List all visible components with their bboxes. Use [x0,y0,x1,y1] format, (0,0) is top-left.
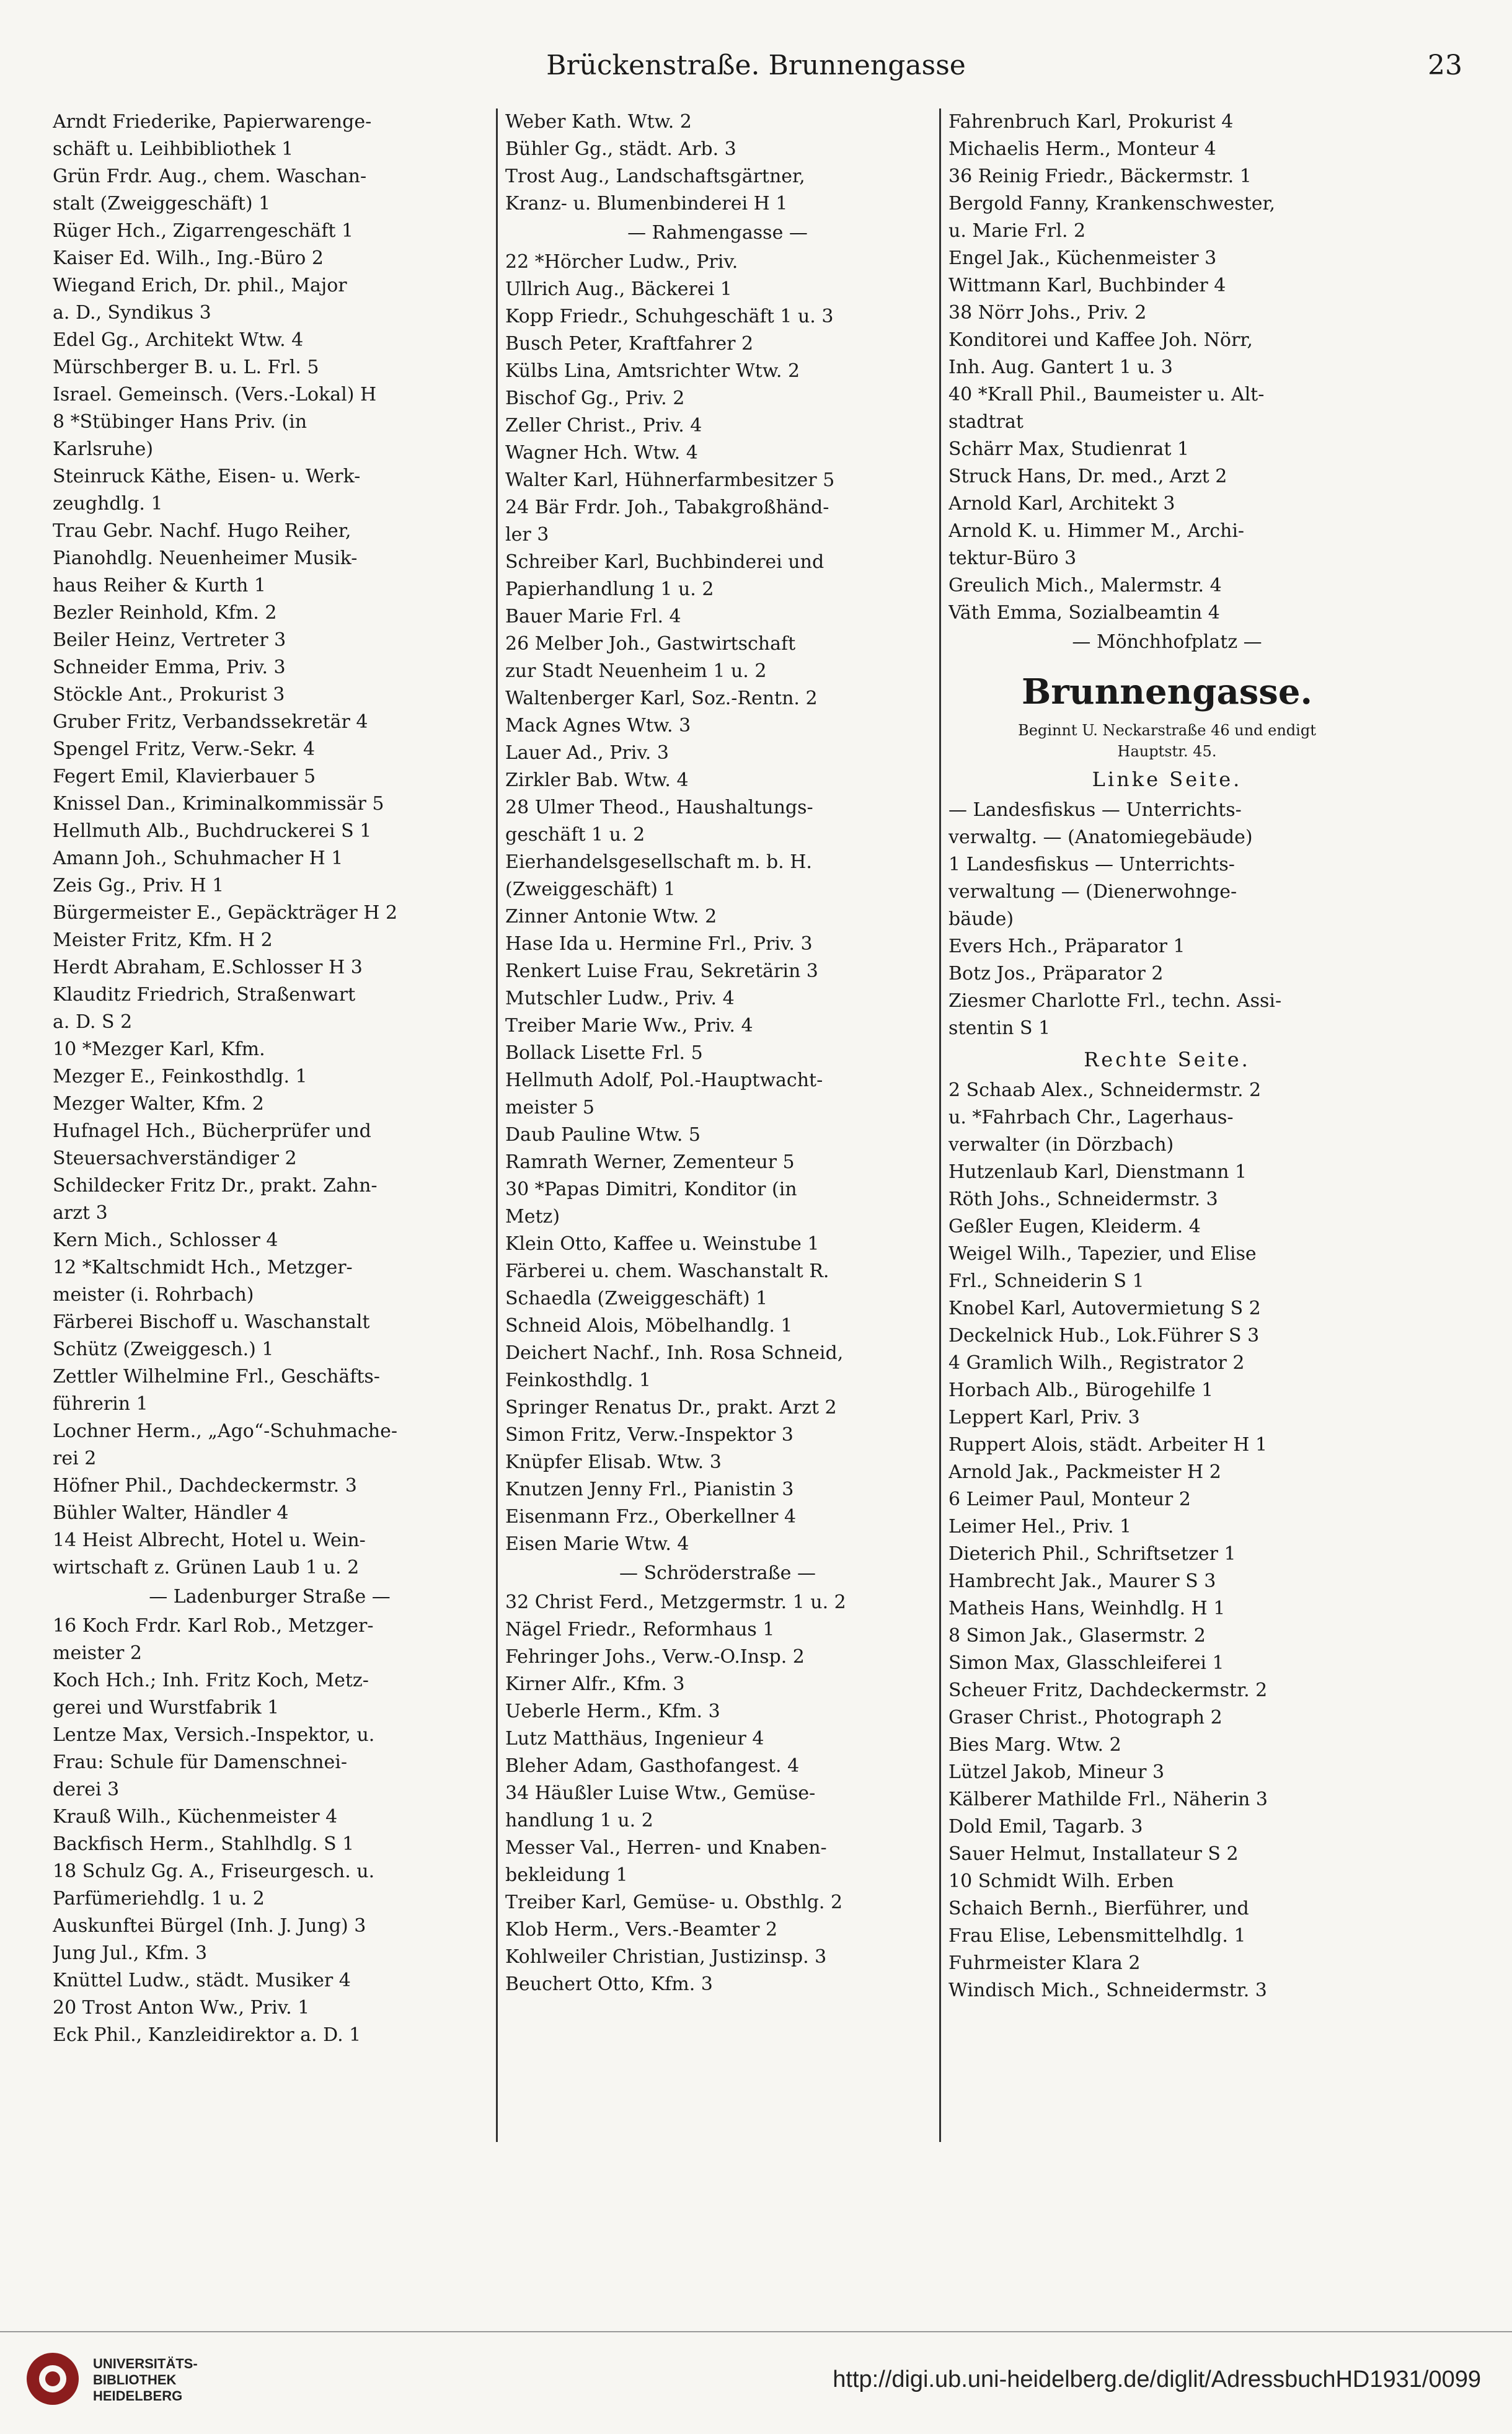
directory-entry: Kirner Alfr., Kfm. 3 [505,1673,685,1695]
directory-entry: 38 Nörr Johs., Priv. 2 [948,302,1147,324]
directory-entry: 8 *Stübinger Hans Priv. (in [53,411,307,433]
directory-entry: Klein Otto, Kaffee u. Weinstube 1 [505,1233,820,1255]
directory-entry: 36 Reinig Friedr., Bäckermstr. 1 [948,166,1252,187]
directory-entry: Külbs Lina, Amtsrichter Wtw. 2 [505,360,800,382]
directory-entry: rei 2 [53,1448,97,1469]
directory-entry: Waltenberger Karl, Soz.-Rentn. 2 [505,688,818,709]
directory-entry: Evers Hch., Präparator 1 [948,936,1185,957]
directory-entry: Botz Jos., Präparator 2 [948,963,1164,985]
directory-entry: Schildecker Fritz Dr., prakt. Zahn- [53,1175,378,1197]
directory-entry: Renkert Luise Frau, Sekretärin 3 [505,960,818,982]
directory-entry: derei 3 [53,1779,120,1800]
directory-entry: Schneid Alois, Möbelhandlg. 1 [505,1315,793,1337]
directory-entry: Wagner Hch. Wtw. 4 [505,442,698,464]
directory-entry: 6 Leimer Paul, Monteur 2 [948,1489,1191,1510]
directory-entry: Mack Agnes Wtw. 3 [505,715,691,737]
directory-entry: 18 Schulz Gg. A., Friseurgesch. u. [53,1861,375,1882]
directory-entry: arzt 3 [53,1202,108,1224]
directory-entry: Beuchert Otto, Kfm. 3 [505,1973,713,1995]
right-side-heading: Rechte Seite. [1084,1048,1250,1071]
directory-entry: Geßler Eugen, Kleiderm. 4 [948,1216,1201,1237]
directory-entry: Kälberer Mathilde Frl., Näherin 3 [948,1789,1268,1810]
directory-entry: Hellmuth Alb., Buchdruckerei S 1 [53,820,372,842]
directory-entry: Hufnagel Hch., Bücherprüfer und [53,1120,371,1142]
left-side-heading: Linke Seite. [1092,768,1242,791]
directory-entry: Ziesmer Charlotte Frl., techn. Assi- [948,990,1282,1012]
column-3 [939,108,1386,2142]
directory-entry: Klauditz Friedrich, Straßenwart [53,984,356,1006]
directory-entry: Edel Gg., Architekt Wtw. 4 [53,329,304,351]
directory-entry: Knobel Karl, Autovermietung S 2 [948,1298,1261,1319]
directory-entry: Mezger Walter, Kfm. 2 [53,1093,264,1115]
directory-entry: Hutzenlaub Karl, Dienstmann 1 [948,1161,1247,1183]
street-divider: — Schröderstraße — [619,1562,816,1584]
directory-entry: Arnold Jak., Packmeister H 2 [948,1461,1221,1483]
directory-entry: 24 Bär Frdr. Joh., Tabakgroßhänd- [505,497,829,518]
directory-entry: Kohlweiler Christian, Justizinsp. 3 [505,1946,827,1968]
directory-entry: Bleher Adam, Gasthofangest. 4 [505,1755,800,1777]
directory-entry: 4 Gramlich Wilh., Registrator 2 [948,1352,1245,1374]
street-divider: — Ladenburger Straße — [149,1586,391,1608]
library-name: UNIVERSITÄTS- BIBLIOTHEK HEIDELBERG [93,2356,198,2404]
directory-entry: Wittmann Karl, Buchbinder 4 [948,275,1226,296]
directory-entry: 26 Melber Joh., Gastwirtschaft [505,633,796,655]
directory-entry: Meister Fritz, Kfm. H 2 [53,929,273,951]
directory-entry: wirtschaft z. Grünen Laub 1 u. 2 [53,1557,360,1578]
directory-entry: 8 Simon Jak., Glasermstr. 2 [948,1625,1206,1647]
directory-entry: Höfner Phil., Dachdeckermstr. 3 [53,1475,357,1497]
directory-entry: Walter Karl, Hühnerfarmbesitzer 5 [505,469,835,491]
directory-entry: Fahrenbruch Karl, Prokurist 4 [948,111,1234,133]
page-number: 23 [1428,50,1462,81]
directory-entry: bekleidung 1 [505,1864,628,1886]
directory-entry: Konditorei und Kaffee Joh. Nörr, [948,329,1253,351]
directory-entry: stentin S 1 [948,1017,1051,1039]
directory-entry: stadtrat [948,411,1023,433]
directory-entry: Schreiber Karl, Buchbinderei und [505,551,825,573]
directory-entry: Treiber Karl, Gemüse- u. Obsthlg. 2 [505,1892,843,1913]
directory-entry: 10 *Mezger Karl, Kfm. [53,1038,265,1060]
directory-entry: 20 Trost Anton Ww., Priv. 1 [53,1997,310,2019]
directory-entry: Lauer Ad., Priv. 3 [505,742,669,764]
directory-entry: Karlsruhe) [53,438,154,460]
directory-entry: gerei und Wurstfabrik 1 [53,1697,280,1719]
directory-entry: Zettler Wilhelmine Frl., Geschäfts- [53,1366,380,1387]
directory-entry: Michaelis Herm., Monteur 4 [948,138,1216,160]
directory-entry: Bergold Fanny, Krankenschwester, [948,193,1276,215]
directory-entry: Pianohdlg. Neuenheimer Musik- [53,547,358,569]
directory-entry: Struck Hans, Dr. med., Arzt 2 [948,466,1227,487]
column-1 [53,108,487,2142]
directory-entry: Bühler Walter, Händler 4 [53,1502,289,1524]
directory-entry: Gruber Fritz, Verbandssekretär 4 [53,711,368,733]
directory-entry: Bühler Gg., städt. Arb. 3 [505,138,736,160]
directory-entry: Lutz Matthäus, Ingenieur 4 [505,1728,764,1750]
directory-entry: Koch Hch.; Inh. Fritz Koch, Metz- [53,1670,369,1691]
directory-entry: Weber Kath. Wtw. 2 [505,111,692,133]
directory-entry: Färberei Bischoff u. Waschanstalt [53,1311,370,1333]
directory-entry: verwaltung — (Dienerwohnge- [948,881,1237,903]
directory-entry: Knüpfer Elisab. Wtw. 3 [505,1451,722,1473]
directory-entry: Schaedla (Zweiggeschäft) 1 [505,1288,768,1309]
directory-entry: Inh. Aug. Gantert 1 u. 3 [948,356,1173,378]
directory-entry: Metz) [505,1206,560,1228]
directory-entry: (Zweiggeschäft) 1 [505,878,676,900]
directory-entry: Schneider Emma, Priv. 3 [53,657,286,678]
directory-entry: Eisen Marie Wtw. 4 [505,1533,689,1555]
directory-entry: ler 3 [505,524,549,546]
directory-entry: Ruppert Alois, städt. Arbeiter H 1 [948,1434,1268,1456]
directory-entry: Mezger E., Feinkosthdlg. 1 [53,1066,307,1087]
directory-entry: — Landesfiskus — Unterrichts- [948,799,1242,821]
directory-entry: a. D. S 2 [53,1011,133,1033]
directory-entry: Frau: Schule für Damenschnei- [53,1751,347,1773]
directory-entry: Busch Peter, Kraftfahrer 2 [505,333,754,355]
directory-entry: Kopp Friedr., Schuhgeschäft 1 u. 3 [505,306,834,327]
directory-entry: Zeis Gg., Priv. H 1 [53,875,224,896]
directory-entry: meister 5 [505,1097,595,1118]
directory-entry: 12 *Kaltschmidt Hch., Metzger- [53,1257,353,1278]
directory-entry: 22 *Hörcher Ludw., Priv. [505,251,738,273]
directory-entry: Daub Pauline Wtw. 5 [505,1124,701,1146]
directory-entry: Lochner Herm., „Ago“-Schuhmache- [53,1420,397,1442]
directory-entry: 34 Häußler Luise Wtw., Gemüse- [505,1782,816,1804]
directory-entry: Mürschberger B. u. L. Frl. 5 [53,356,319,378]
directory-entry: 32 Christ Ferd., Metzgermstr. 1 u. 2 [505,1591,846,1613]
directory-entry: Lentze Max, Versich.-Inspektor, u. [53,1724,375,1746]
section-note: Beginnt U. Neckarstraße 46 und endigt [1018,722,1316,739]
directory-entry: Schütz (Zweiggesch.) 1 [53,1339,274,1360]
directory-entry: stalt (Zweiggeschäft) 1 [53,193,271,215]
footer [0,2331,1512,2434]
directory-entry: Fehringer Johs., Verw.-O.Insp. 2 [505,1646,805,1668]
directory-entry: handlung 1 u. 2 [505,1810,653,1831]
directory-entry: Frl., Schneiderin S 1 [948,1270,1144,1292]
directory-entry: Steuersachverständiger 2 [53,1148,297,1169]
directory-entry: Frau Elise, Lebensmittelhdlg. 1 [948,1925,1246,1947]
directory-entry: 40 *Krall Phil., Baumeister u. Alt- [948,384,1265,405]
directory-entry: Deichert Nachf., Inh. Rosa Schneid, [505,1342,844,1364]
directory-entry: Krauß Wilh., Küchenmeister 4 [53,1806,338,1828]
directory-entry: Steinruck Käthe, Eisen- u. Werk- [53,466,361,487]
directory-entry: Weigel Wilh., Tapezier, und Elise [948,1243,1257,1265]
directory-entry: Kern Mich., Schlosser 4 [53,1229,278,1251]
directory-entry: Knutzen Jenny Frl., Pianistin 3 [505,1479,794,1500]
directory-entry: Kaiser Ed. Wilh., Ing.-Büro 2 [53,247,324,269]
directory-entry: Auskunftei Bürgel (Inh. J. Jung) 3 [53,1915,366,1937]
directory-entry: Dieterich Phil., Schriftsetzer 1 [948,1543,1236,1565]
directory-entry: Trost Aug., Landschaftsgärtner, [505,166,805,187]
directory-entry: Matheis Hans, Weinhdlg. H 1 [948,1598,1226,1619]
directory-entry: Zeller Christ., Priv. 4 [505,415,702,436]
directory-entry: Deckelnick Hub., Lok.Führer S 3 [948,1325,1260,1347]
street-divider: — Rahmengasse — [627,222,808,244]
directory-entry: meister (i. Rohrbach) [53,1284,254,1306]
directory-entry: Wiegand Erich, Dr. phil., Major [53,275,347,296]
directory-entry: 10 Schmidt Wilh. Erben [948,1870,1174,1892]
directory-entry: Eck Phil., Kanzleidirektor a. D. 1 [53,2024,361,2046]
section-note: Hauptstr. 45. [1117,743,1217,760]
directory-entry: Simon Max, Glasschleiferei 1 [948,1652,1224,1674]
directory-entry: Mutschler Ludw., Priv. 4 [505,988,735,1009]
directory-entry: Papierhandlung 1 u. 2 [505,578,714,600]
directory-entry: u. Marie Frl. 2 [948,220,1086,242]
directory-entry: Bezler Reinhold, Kfm. 2 [53,602,277,624]
directory-entry: Schaich Bernh., Bierführer, und [948,1898,1249,1919]
directory-entry: u. *Fahrbach Chr., Lagerhaus- [948,1107,1234,1128]
directory-entry: Arnold Karl, Architekt 3 [948,493,1175,515]
directory-entry: Trau Gebr. Nachf. Hugo Reiher, [53,520,351,542]
directory-entry: haus Reiher & Kurth 1 [53,575,267,596]
directory-entry: Knüttel Ludw., städt. Musiker 4 [53,1970,351,1991]
directory-entry: Treiber Marie Ww., Priv. 4 [505,1015,753,1037]
directory-columns [53,108,1386,2142]
directory-entry: Horbach Alb., Bürogehilfe 1 [948,1379,1214,1401]
directory-entry: Engel Jak., Küchenmeister 3 [948,247,1217,269]
directory-entry: Väth Emma, Sozialbeamtin 4 [948,602,1220,624]
directory-entry: 30 *Papas Dimitri, Konditor (in [505,1179,797,1200]
directory-entry: Hase Ida u. Hermine Frl., Priv. 3 [505,933,813,955]
directory-entry: a. D., Syndikus 3 [53,302,211,324]
directory-entry: Schärr Max, Studienrat 1 [948,438,1190,460]
directory-entry: Klob Herm., Vers.-Beamter 2 [505,1919,778,1941]
directory-entry: Ramrath Werner, Zementeur 5 [505,1151,795,1173]
directory-entry: tektur-Büro 3 [948,547,1077,569]
street-divider: — Mönchhofplatz — [1072,631,1262,653]
directory-entry: Zinner Antonie Wtw. 2 [505,906,717,927]
directory-entry: Zirkler Bab. Wtw. 4 [505,769,689,791]
directory-entry: Ullrich Aug., Bäckerei 1 [505,278,732,300]
page-title: Brückenstraße. Brunnengasse [546,50,966,81]
directory-entry: Grün Frdr. Aug., chem. Waschan- [53,166,367,187]
directory-entry: Simon Fritz, Verw.-Inspektor 3 [505,1424,794,1446]
directory-entry: 1 Landesfiskus — Unterrichts- [948,854,1235,875]
directory-entry: Feinkosthdlg. 1 [505,1370,652,1391]
directory-entry: Parfümeriehdlg. 1 u. 2 [53,1888,265,1910]
directory-entry: Kranz- u. Blumenbinderei H 1 [505,193,788,215]
directory-entry: meister 2 [53,1642,142,1664]
column-2 [496,108,930,2142]
directory-entry: Windisch Mich., Schneidermstr. 3 [948,1980,1267,2001]
directory-entry: Ueberle Herm., Kfm. 3 [505,1701,720,1722]
directory-entry: Lützel Jakob, Mineur 3 [948,1761,1165,1783]
directory-entry: Stöckle Ant., Prokurist 3 [53,684,285,706]
directory-entry: Eisenmann Frz., Oberkellner 4 [505,1506,797,1528]
directory-entry: Arndt Friederike, Papierwarenge- [53,111,372,133]
directory-entry: Hellmuth Adolf, Pol.-Hauptwacht- [505,1069,823,1091]
directory-entry: Beiler Heinz, Vertreter 3 [53,629,286,651]
directory-entry: Knissel Dan., Kriminalkommissär 5 [53,793,384,815]
directory-entry: Springer Renatus Dr., prakt. Arzt 2 [505,1397,837,1418]
source-url-link[interactable]: http://digi.ub.uni-heidelberg.de/diglit/AdressbuchHD1931/0099 [833,2366,1481,2392]
directory-entry: Amann Joh., Schuhmacher H 1 [53,847,343,869]
library-logo-icon [25,2351,81,2407]
directory-entry: Bischof Gg., Priv. 2 [505,387,685,409]
directory-entry: Eierhandelsgesellschaft m. b. H. [505,851,812,873]
directory-entry: Bürgermeister E., Gepäckträger H 2 [53,902,398,924]
directory-entry: Rüger Hch., Zigarrengeschäft 1 [53,220,354,242]
directory-entry: schäft u. Leihbibliothek 1 [53,138,294,160]
directory-entry: Leimer Hel., Priv. 1 [948,1516,1132,1538]
directory-entry: Färberei u. chem. Waschanstalt R. [505,1260,829,1282]
directory-entry: Spengel Fritz, Verw.-Sekr. 4 [53,738,316,760]
directory-entry: Graser Christ., Photograph 2 [948,1707,1222,1728]
directory-entry: Fuhrmeister Klara 2 [948,1952,1141,1974]
directory-entry: Jung Jul., Kfm. 3 [53,1942,208,1964]
directory-entry: Röth Johs., Schneidermstr. 3 [948,1188,1218,1210]
directory-entry: Israel. Gemeinsch. (Vers.-Lokal) H [53,384,377,405]
directory-entry: Nägel Friedr., Reformhaus 1 [505,1619,775,1640]
directory-entry: Dold Emil, Tagarb. 3 [948,1816,1143,1838]
directory-entry: 28 Ulmer Theod., Haushaltungs- [505,797,813,818]
directory-entry: Sauer Helmut, Installateur S 2 [948,1843,1239,1865]
directory-entry: zur Stadt Neuenheim 1 u. 2 [505,660,767,682]
directory-entry: zeughdlg. 1 [53,493,163,515]
directory-entry: geschäft 1 u. 2 [505,824,645,846]
directory-entry: Greulich Mich., Malermstr. 4 [948,575,1222,596]
directory-entry: Arnold K. u. Himmer M., Archi- [948,520,1245,542]
directory-entry: verwalter (in Dörzbach) [948,1134,1174,1156]
directory-entry: Bies Marg. Wtw. 2 [948,1734,1121,1756]
directory-entry: Bauer Marie Frl. 4 [505,606,681,627]
directory-entry: bäude) [948,908,1014,930]
page-header [37,50,1475,93]
directory-entry: Herdt Abraham, E.Schlosser H 3 [53,957,363,978]
directory-entry: Backfisch Herm., Stahlhdlg. S 1 [53,1833,355,1855]
directory-entry: Leppert Karl, Priv. 3 [948,1407,1140,1428]
section-title-brunnengasse: Brunnengasse. [1022,671,1312,712]
directory-entry: Bollack Lisette Frl. 5 [505,1042,703,1064]
directory-entry: Fegert Emil, Klavierbauer 5 [53,766,316,787]
directory-entry: Scheuer Fritz, Dachdeckermstr. 2 [948,1679,1268,1701]
directory-entry: Hambrecht Jak., Maurer S 3 [948,1570,1216,1592]
directory-entry: führerin 1 [53,1393,148,1415]
library-logo[interactable] [25,2351,248,2419]
directory-entry: verwaltg. — (Anatomiegebäude) [948,826,1253,848]
directory-entry: Messer Val., Herren- und Knaben- [505,1837,827,1859]
directory-entry: 14 Heist Albrecht, Hotel u. Wein- [53,1529,366,1551]
directory-entry: 2 Schaab Alex., Schneidermstr. 2 [948,1079,1262,1101]
directory-entry: 16 Koch Frdr. Karl Rob., Metzger- [53,1615,374,1637]
